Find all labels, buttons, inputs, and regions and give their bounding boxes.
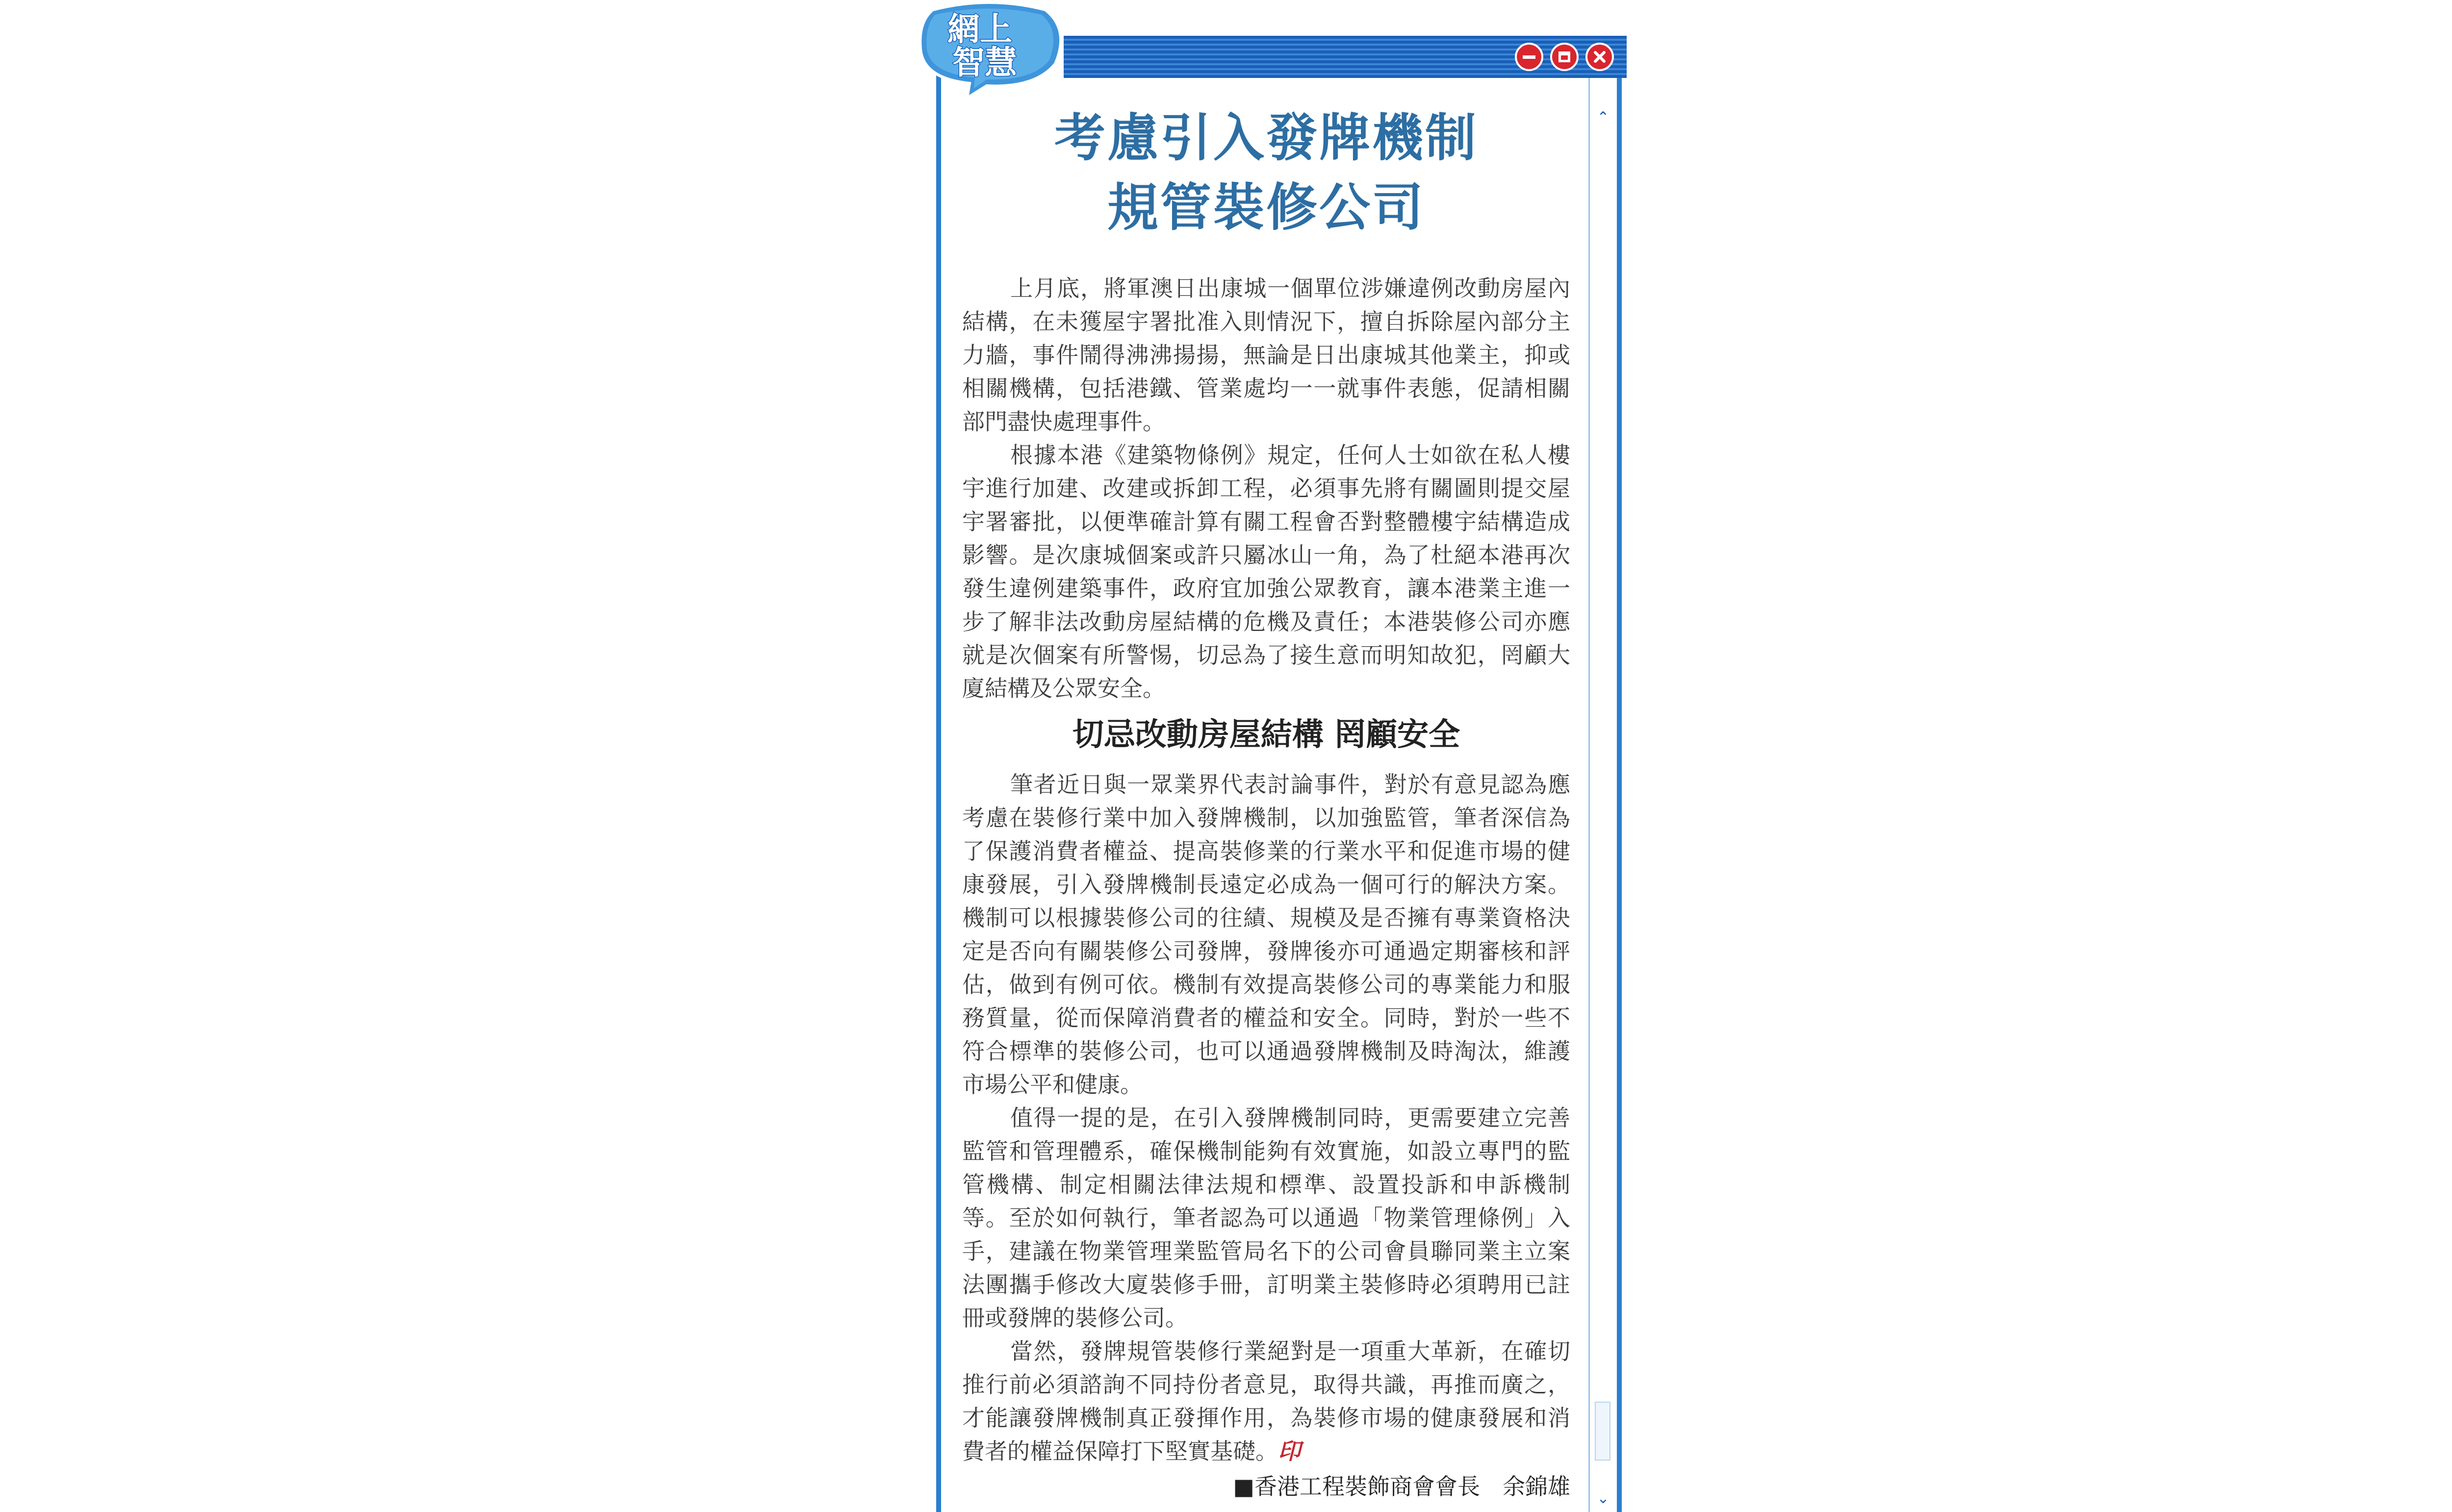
scroll-up-icon[interactable]: ⌃ — [1597, 109, 1609, 126]
vertical-scrollbar[interactable] — [1588, 78, 1617, 1512]
paragraph: 值得一提的是，在引入發牌機制同時，更需要建立完善監管和管理體系，確保機制能夠有效實施，如設立專門的監管機構、制定相關法律法規和標準、設置投訴和申訴機制等。至於如何執行，筆者認為可以通過「物業管理條例」入手，建議在物業管理業監管局名下的公司會員聯同業主立案法團攜手修改大廈裝修手冊，訂明業主裝修時必須聘用已註冊或發牌的裝修公司。 — [962, 1105, 1570, 1331]
paragraph: 筆者近日與一眾業界代表討論事件，對於有意見認為應考慮在裝修行業中加入發牌機制，以加強監管，筆者深信為了保護消費者權益、提高裝修業的行業水平和促進市場的健康發展，引入發牌機制長遠定必成為一個可行的解決方案。機制可以根據裝修公司的往績、規模及是否擁有專業資格決定是否向有關裝修公司發牌，發牌後亦可通過定期審核和評估，做到有例可依。機制有效提高裝修公司的專業能力和服務質量，從而保障消費者的權益和安全。同時，對於一些不符合標準的裝修公司，也可以通過發牌機制及時淘汰，維護市場公平和健康。 — [962, 771, 1570, 1098]
badge-line2: 智慧 — [952, 44, 1017, 81]
section-subheading: 切忌改動房屋結構 罔顧安全 — [1072, 716, 1460, 753]
title-bar — [1064, 36, 1627, 78]
article-body — [962, 103, 1570, 1503]
scroll-down-icon[interactable]: ⌄ — [1597, 1490, 1609, 1507]
minimize-button[interactable] — [1515, 43, 1543, 71]
paragraph: 上月底，將軍澳日出康城一個單位涉嫌違例改動房屋內結構，在未獲屋宇署批准入則情況下，擅自拆除屋內部分主力牆，事件鬧得沸沸揚揚，無論是日出康城其他業主，抑或相關機構，包括港鐵、管業處均一一就事件表態，促請相關部門盡快處理事件。 — [962, 275, 1570, 435]
close-button[interactable] — [1585, 43, 1614, 71]
close-icon — [1592, 50, 1607, 64]
headline-line-1: 考慮引入發牌機制 — [1054, 107, 1478, 168]
badge-line1: 網上 — [947, 10, 1012, 48]
scroll-thumb[interactable] — [1595, 1402, 1610, 1461]
paragraph-final-text: 當然，發牌規管裝修行業絕對是一項重大革新，在確切推行前必須諮詢不同持份者意見，取得共識，再推而廣之，才能讓發牌機制真正發揮作用，為裝修市場的健康發展和消費者的權益保障打下堅實基礎。 — [962, 1338, 1570, 1464]
minimize-icon — [1523, 55, 1535, 59]
speech-bubble-icon — [913, 0, 1065, 98]
article-section-2 — [962, 768, 1570, 1468]
end-mark: 印 — [1278, 1438, 1301, 1464]
column-badge — [913, 0, 1065, 98]
article-section-1 — [962, 272, 1570, 705]
maximize-icon — [1558, 51, 1570, 62]
author-signoff: ■香港工程裝飾商會會長 余錦雄 — [1233, 1473, 1570, 1500]
article-headline — [962, 103, 1570, 242]
paragraph: 根據本港《建築物條例》規定，任何人士如欲在私人樓宇進行加建、改建或拆卸工程，必須事先將有關圖則提交屋宇署審批，以便準確計算有關工程會否對整體樓宇結構造成影響。是次康城個案或許只屬冰山一角，為了杜絕本港再次發生違例建築事件，政府宜加強公眾教育，讓本港業主進一步了解非法改動房屋結構的危機及責任；本港裝修公司亦應就是次個案有所警惕，切忌為了接生意而明知故犯，罔顧大廈結構及公眾安全。 — [962, 442, 1570, 702]
paragraph-final — [962, 1335, 1570, 1468]
headline-line-2: 規管裝修公司 — [1107, 177, 1425, 237]
maximize-button[interactable] — [1550, 43, 1579, 71]
